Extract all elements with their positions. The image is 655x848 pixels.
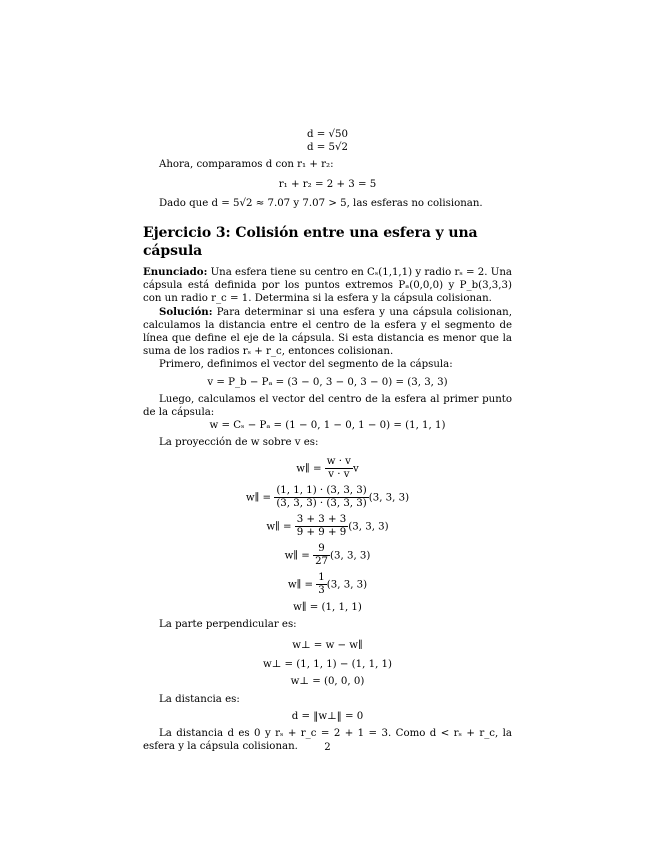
distance-equation: d = ‖w⊥‖ = 0 [291,710,364,722]
fraction-2-num: (1, 1, 1) · (3, 3, 3) [276,484,367,496]
fraction-1-num: w · v [326,455,351,467]
fraction-4-den: 27 [315,555,329,567]
projection-step-3 [143,514,512,539]
fraction-1-den: v · v [328,468,350,480]
fraction-3-tail: (3, 3, 3) [348,521,389,533]
equation-d-5sqrt2: d = 5√2 [307,142,348,154]
equation-d-sqrt50: d = √50 [307,129,348,140]
fraction-5-num: 1 [318,571,325,583]
statement-text: Una esfera tiene su centro en Cₛ(1,1,1) y radio rₛ = 2. Una cápsula está definida por los puntos extremos Pₐ(0,0,0) y P_b(3,3,3) con un radio r_c = 1. Determina si la esfera y la cápsula colisionan. [143,267,512,305]
final-paragraph: La distancia d es 0 y rₛ + r_c = 2 + 1 = 3. Como d < rₛ + r_c, la esfera y la cápsula colisionan. [143,728,512,753]
projection-intro: La proyección de w sobre v es: [159,437,319,449]
equation-w: w = Cₛ − Pₐ = (1 − 0, 1 − 0, 1 − 0) = (1, 1, 1) [209,420,446,432]
statement-paragraph [143,266,512,306]
perp-equation-3: w⊥ = (0, 0, 0) [290,676,365,688]
solution-paragraph [143,306,512,359]
equation-v: v = P_b − Pₐ = (3 − 0, 3 − 0, 3 − 0) = (3, 3, 3) [207,376,448,388]
solution-label: Solución: [159,305,213,318]
distance-intro: La distancia es: [159,693,240,705]
fraction-3-num: 3 + 3 + 3 [296,513,347,525]
equation-sum-radii: r₁ + r₂ = 2 + 3 = 5 [278,178,377,190]
solution-text: Para determinar si una esfera y una cápsula colisionan, calculamos la distancia entre el centro de la esfera y el segmento de línea que define el eje de la cápsula. Si esta distancia es menor que la suma de los radios rₛ + r_c, entonces colisionan. [143,306,512,358]
fraction-1-tail: v [352,463,359,475]
fraction-3-den: 9 + 9 + 9 [296,526,347,538]
statement-label: Enunciado: [143,266,208,279]
fraction-2 [274,485,368,510]
proj-lhs-2: w∥ = [245,492,272,504]
fraction-4 [313,543,330,568]
fraction-4-num: 9 [313,543,330,556]
proj-lhs-1: w∥ = [296,463,322,475]
proj-lhs-5: w∥ = [287,579,314,591]
fraction-1 [325,456,353,481]
fraction-2-den: (3, 3, 3) · (3, 3, 3) [276,497,367,509]
perp-equation-1: w⊥ = w − w∥ [292,640,363,652]
fraction-5 [316,572,326,597]
perp-equation-2: w⊥ = (1, 1, 1) − (1, 1, 1) [262,659,393,671]
proj-lhs-3: w∥ = [266,521,292,533]
fraction-5-tail: (3, 3, 3) [326,579,368,591]
fraction-3 [295,514,348,539]
step2-paragraph: Luego, calculamos el vector del centro de la esfera al primer punto de la cápsula: [143,393,512,419]
projection-step-4 [143,543,512,568]
fraction-2-tail: (3, 3, 3) [368,492,410,504]
perpendicular-intro: La parte perpendicular es: [159,618,297,630]
fraction-5-den: 3 [318,584,325,596]
conclusion-paragraph: Dado que d = 5√2 ≈ 7.07 y 7.07 > 5, las esferas no colisionan. [159,197,483,209]
projection-step-5 [143,572,512,597]
projection-step-2 [143,485,512,510]
step1-paragraph: Primero, definimos el vector del segmento de la cápsula: [159,359,453,371]
proj-lhs-4: w∥ = [284,550,310,562]
projection-final: w∥ = (1, 1, 1) [293,601,362,613]
section-title: Ejercicio 3: Colisión entre una esfera y una cápsula [143,225,478,260]
fraction-4-tail: (3, 3, 3) [330,550,371,562]
projection-step-1 [143,456,512,481]
page-number: 2 [324,742,331,753]
page-content [143,128,512,753]
compare-paragraph: Ahora, comparamos d con r₁ + r₂: [159,159,334,171]
